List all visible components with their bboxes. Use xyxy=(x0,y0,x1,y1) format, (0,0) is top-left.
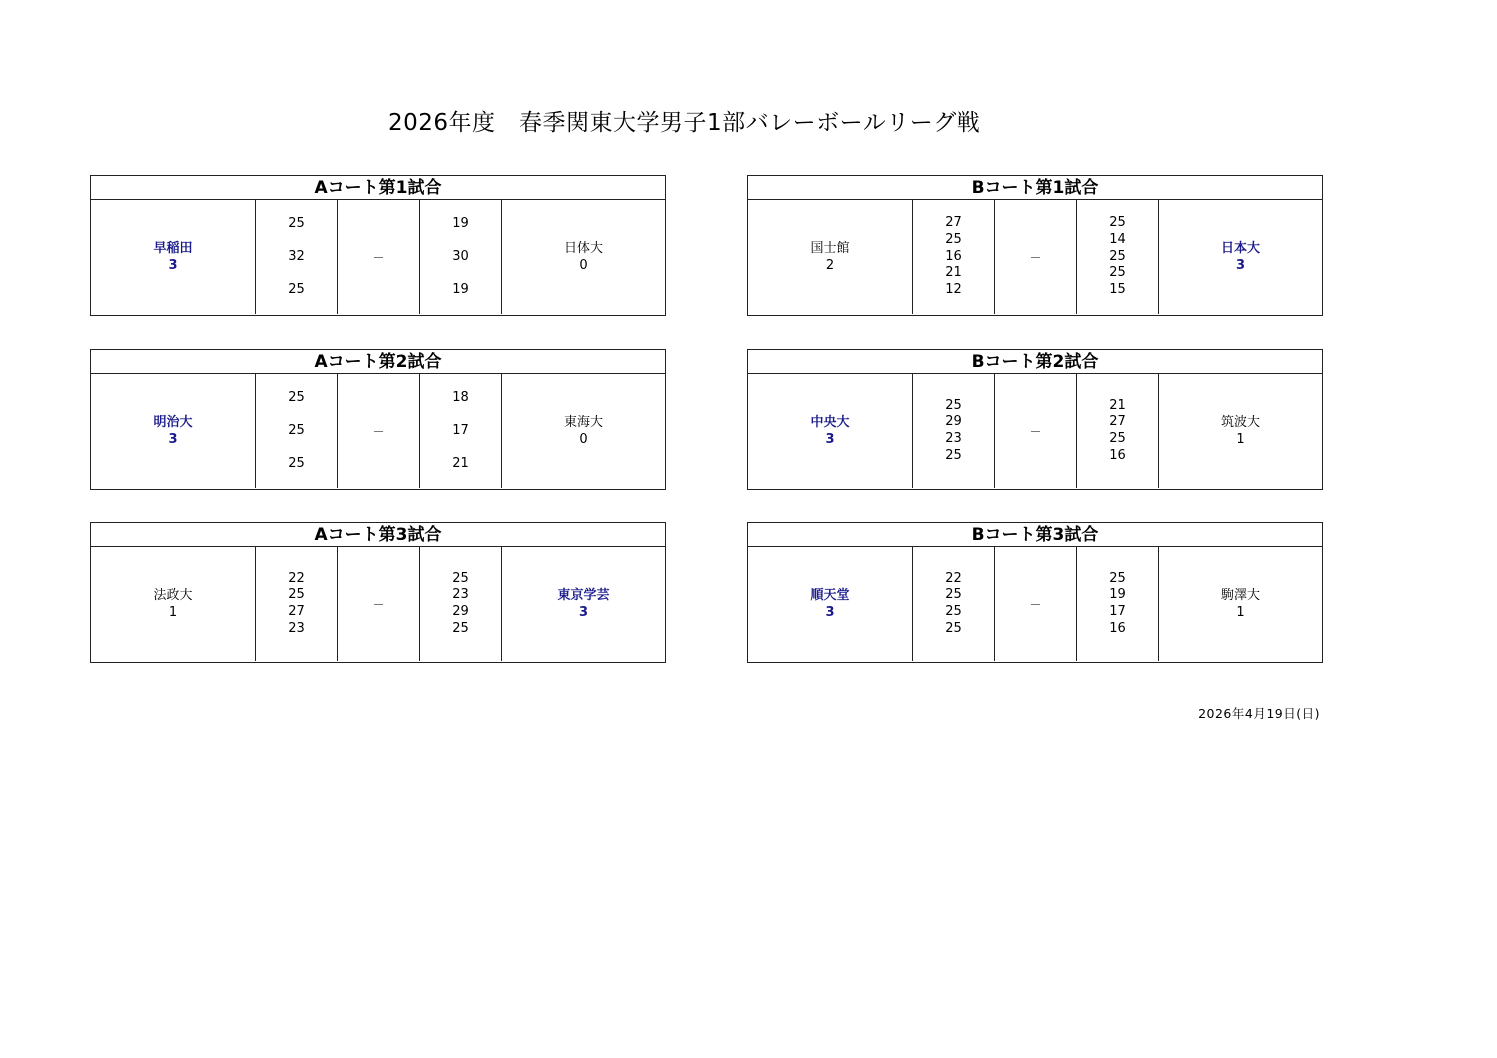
match-date: 2026年4月19日(日) xyxy=(1198,706,1320,721)
team-name: 日本大 xyxy=(1220,241,1260,256)
left-scores-column xyxy=(912,547,994,661)
left-team xyxy=(91,374,255,488)
team-name: 筑波大 xyxy=(1220,415,1260,430)
left-team xyxy=(748,374,912,488)
set-score: 25 xyxy=(288,587,305,603)
set-score: 25 xyxy=(288,456,305,471)
left-scores-column xyxy=(255,374,337,488)
match-card xyxy=(747,349,1323,490)
set-score: 23 xyxy=(452,587,469,603)
left-team xyxy=(748,547,912,661)
match-body xyxy=(91,547,665,661)
set-score: 27 xyxy=(945,215,962,231)
match-card xyxy=(90,522,666,663)
sets-won: 3 xyxy=(578,605,589,620)
set-score: 25 xyxy=(1109,265,1126,281)
right-team xyxy=(501,374,665,488)
right-team xyxy=(1158,200,1322,314)
sets-won: 0 xyxy=(579,258,588,273)
set-score: 19 xyxy=(1109,587,1126,603)
set-score: 25 xyxy=(945,620,962,636)
set-score: 22 xyxy=(288,570,305,586)
right-scores-column xyxy=(419,547,501,661)
team-name: 順天堂 xyxy=(810,588,850,603)
right-scores-column xyxy=(419,374,501,488)
set-score: 17 xyxy=(452,423,469,438)
set-score: 19 xyxy=(452,216,469,231)
set-score: 23 xyxy=(945,431,962,446)
right-team xyxy=(501,200,665,314)
set-score: 18 xyxy=(452,390,469,405)
score-separator: － xyxy=(337,200,419,314)
match-header: Aコート第2試合 xyxy=(91,350,665,374)
set-score: 22 xyxy=(945,570,962,586)
set-score: 25 xyxy=(288,216,305,231)
match-card xyxy=(90,175,666,316)
team-name: 東海大 xyxy=(563,415,603,430)
score-separator: － xyxy=(994,200,1076,314)
set-score: 32 xyxy=(288,249,305,264)
set-score: 17 xyxy=(1109,604,1126,619)
set-score: 15 xyxy=(1109,282,1126,298)
set-score: 29 xyxy=(945,414,962,430)
left-team xyxy=(748,200,912,314)
sets-won: 3 xyxy=(168,432,178,447)
left-scores-column xyxy=(912,200,994,314)
set-score: 29 xyxy=(452,604,469,619)
sets-won: 3 xyxy=(168,258,178,273)
match-body xyxy=(748,374,1322,488)
team-name: 日体大 xyxy=(563,241,603,256)
sets-won: 1 xyxy=(1236,605,1245,620)
set-score: 27 xyxy=(1109,414,1126,430)
sets-won: 0 xyxy=(579,432,588,447)
right-scores-column xyxy=(1076,547,1158,661)
set-score: 25 xyxy=(945,231,962,247)
team-name: 中央大 xyxy=(810,415,850,430)
team-name: 国士館 xyxy=(810,241,850,256)
set-score: 25 xyxy=(1109,215,1126,231)
set-score: 16 xyxy=(1109,447,1126,463)
match-header: Bコート第2試合 xyxy=(748,350,1322,374)
set-score: 25 xyxy=(945,587,962,603)
set-score: 25 xyxy=(1109,570,1126,586)
team-name: 明治大 xyxy=(153,415,193,430)
set-score: 14 xyxy=(1109,231,1126,247)
set-score: 25 xyxy=(1109,248,1126,264)
left-scores-column xyxy=(255,200,337,314)
score-separator: － xyxy=(337,374,419,488)
set-score: 25 xyxy=(945,604,962,619)
set-score: 23 xyxy=(288,620,305,636)
set-score: 30 xyxy=(452,249,469,264)
set-score: 25 xyxy=(945,447,962,463)
left-scores-column xyxy=(912,374,994,488)
set-score: 25 xyxy=(288,423,305,438)
match-body xyxy=(91,200,665,314)
sets-won: 1 xyxy=(168,605,178,620)
right-team xyxy=(1158,374,1322,488)
match-header: Aコート第1試合 xyxy=(91,176,665,200)
sets-won: 3 xyxy=(825,605,835,620)
team-name: 法政大 xyxy=(153,588,193,603)
set-score: 25 xyxy=(945,397,962,413)
sets-won: 3 xyxy=(1235,258,1246,273)
match-header: Aコート第3試合 xyxy=(91,523,665,547)
set-score: 27 xyxy=(288,604,305,619)
score-separator: － xyxy=(337,547,419,661)
page-title: 2026年度 春季関東大学男子1部バレーボールリーグ戦 xyxy=(388,110,981,136)
set-score: 25 xyxy=(452,620,469,636)
match-card xyxy=(90,349,666,490)
match-header: Bコート第3試合 xyxy=(748,523,1322,547)
set-score: 16 xyxy=(945,248,962,264)
match-header: Bコート第1試合 xyxy=(748,176,1322,200)
sets-won: 2 xyxy=(825,258,835,273)
set-score: 12 xyxy=(945,282,962,298)
sets-won: 1 xyxy=(1236,432,1245,447)
set-score: 25 xyxy=(288,390,305,405)
set-score: 21 xyxy=(945,265,962,281)
match-body xyxy=(91,374,665,488)
set-score: 21 xyxy=(1109,397,1126,413)
sets-won: 3 xyxy=(825,432,835,447)
team-name: 駒澤大 xyxy=(1220,588,1260,603)
right-team xyxy=(1158,547,1322,661)
team-name: 早稲田 xyxy=(153,241,193,256)
right-team xyxy=(501,547,665,661)
right-scores-column xyxy=(419,200,501,314)
set-score: 16 xyxy=(1109,620,1126,636)
match-card xyxy=(747,175,1323,316)
set-score: 21 xyxy=(452,456,469,471)
score-separator: － xyxy=(994,374,1076,488)
left-scores-column xyxy=(255,547,337,661)
set-score: 25 xyxy=(1109,431,1126,446)
match-card xyxy=(747,522,1323,663)
set-score: 25 xyxy=(452,570,469,586)
team-name: 東京学芸 xyxy=(557,588,610,603)
right-scores-column xyxy=(1076,374,1158,488)
right-scores-column xyxy=(1076,200,1158,314)
score-separator: － xyxy=(994,547,1076,661)
match-body xyxy=(748,547,1322,661)
left-team xyxy=(91,200,255,314)
left-team xyxy=(91,547,255,661)
set-score: 25 xyxy=(288,282,305,297)
set-score: 19 xyxy=(452,282,469,297)
match-body xyxy=(748,200,1322,314)
